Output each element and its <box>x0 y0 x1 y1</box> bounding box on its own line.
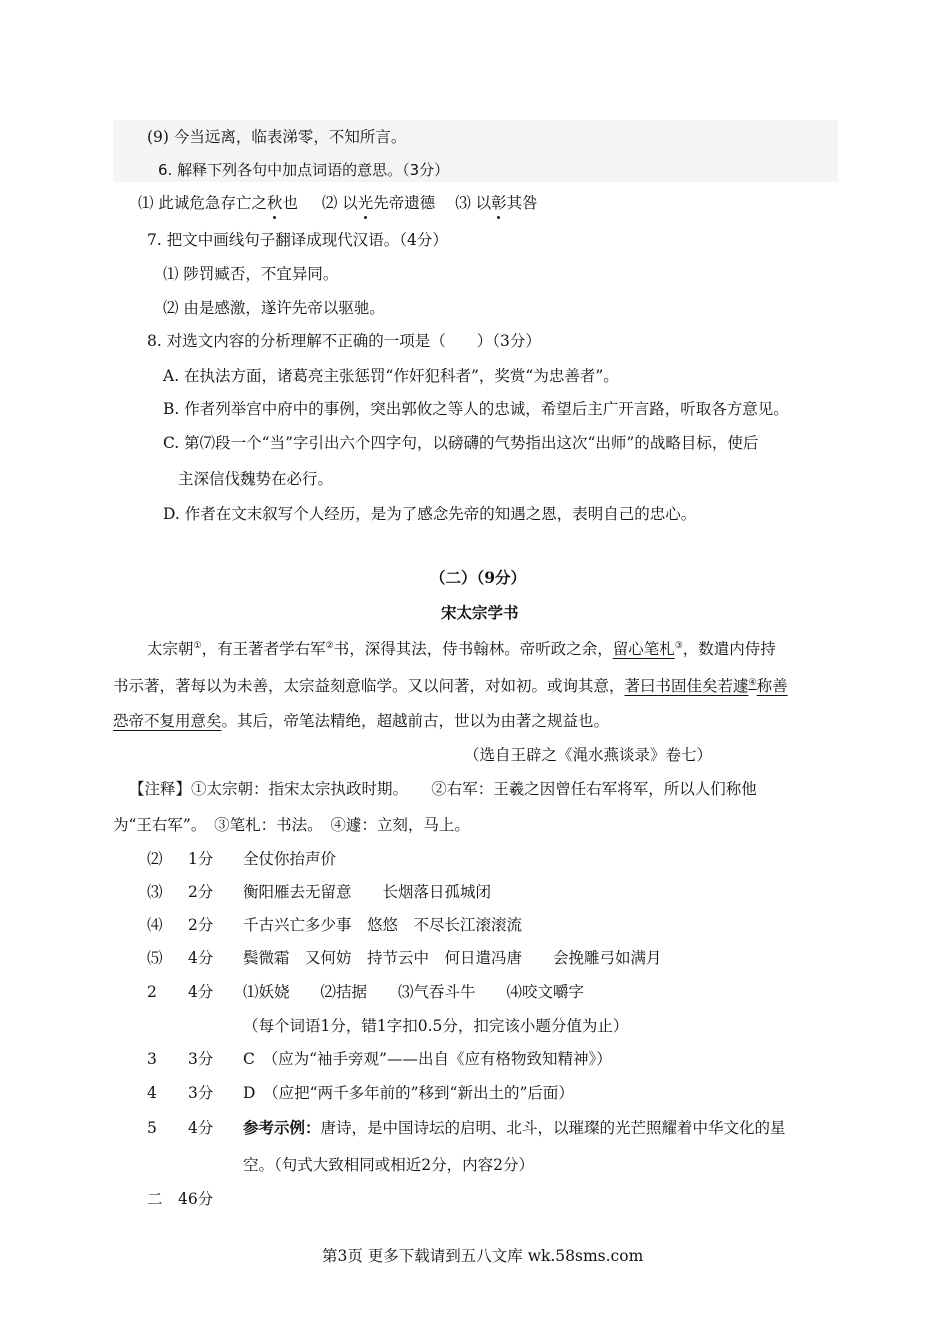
note-mark-3: ③ <box>674 640 683 651</box>
answer-text: 衡阳雁去无留意 长烟落日孤城闭 <box>243 883 492 901</box>
answer-score: 4分 <box>188 983 214 1001</box>
q6-item3-pre: ⑶ 以 <box>455 194 492 212</box>
answer-score: 2分 <box>188 883 214 901</box>
passage-text: 书示著，著每以为未善，太宗益刻意临学。又以问著，对如初。或询其意， <box>113 677 625 695</box>
notes-line-1: 【注释】①太宗朝：指宋太宗执政时期。 ②右军：王羲之因曾任右军将军，所以人们称他 <box>129 780 757 798</box>
answer-score: 3分 <box>188 1050 214 1068</box>
answer-5-line-2: 空。（句式大致相同或相近2分，内容2分） <box>243 1156 534 1174</box>
question-8-option-c-line1: C. 第⑺段一个“当”字引出六个四字句，以磅礴的气势指出这次“出师”的战略目标，使后 <box>163 434 759 452</box>
note-mark-2: ② <box>325 640 334 651</box>
answer-5-line-1 <box>243 1118 786 1138</box>
answer-num: ⑵ <box>147 850 163 868</box>
passage-text: 书，深得其法，侍书翰林。帝听政之余， <box>333 640 613 658</box>
q6-item1-pre: ⑴ 此诚危急存亡之 <box>138 194 267 212</box>
passage-text: ，数遣内侍持 <box>682 640 776 658</box>
answer-score: 3分 <box>188 1084 214 1102</box>
q6-item2-post: 先帝遗德 <box>373 194 436 212</box>
question-6-title: 6. 解释下列各句中加点词语的意思。（3分） <box>158 161 450 179</box>
question-7-item1: ⑴ 陟罚臧否，不宜异同。 <box>163 265 339 283</box>
q6-item2-pre: ⑵ 以 <box>321 194 358 212</box>
answer-num: ⑸ <box>147 949 163 967</box>
q6-item3-dotted: 彰 <box>491 194 507 212</box>
question-8-option-a: A. 在执法方面，诸葛亮主张惩罚“作奸犯科者”，奖赏“为忠善者”。 <box>163 367 619 385</box>
underlined-sentence: 恐帝不复用意矣 <box>113 712 222 730</box>
answer-text: 千古兴亡多少事 悠悠 不尽长江滚滚流 <box>243 916 523 934</box>
underlined-sentence: 称善 <box>756 677 788 695</box>
answer-text: C （应为“袖手旁观”——出自《应有格物致知精神》） <box>243 1050 612 1068</box>
underlined-phrase: 留心笔札 <box>612 640 675 658</box>
question-8-option-b: B. 作者列举宫中府中的事例，突出郭攸之等人的忠诚，希望后主广开言路，听取各方意见。 <box>163 400 789 418</box>
answer-num: 2 <box>147 983 157 1001</box>
q6-item1-post: 也 <box>282 194 298 212</box>
answer-num: 3 <box>147 1050 157 1068</box>
question-8-title: 8. 对选文内容的分析理解不正确的一项是（ ）（3分） <box>147 332 541 350</box>
passage-text: 。其后，帝笔法精绝，超越前古，世以为由著之规益也。 <box>221 712 610 730</box>
passage-text: ，有王著者学右军 <box>201 640 326 658</box>
q6-item3-post: 其咎 <box>506 194 538 212</box>
answer-num: 4 <box>147 1084 157 1102</box>
answer-text: D （应把“两千多年前的”移到“新出土的”后面） <box>243 1084 574 1102</box>
passage-text: 太宗朝 <box>147 640 194 658</box>
note-mark-1: ① <box>193 640 202 651</box>
answer-score: 4分 <box>188 949 214 967</box>
answer-score: 2分 <box>188 916 214 934</box>
question-7-item2: ⑵ 由是感激，遂许先帝以驱驰。 <box>163 299 385 317</box>
answer-note: （每个词语1分，错1字扣0.5分，扣完该小题分值为止） <box>243 1017 629 1035</box>
q6-item1-dotted: 秋 <box>266 194 283 212</box>
answer-text: 鬓微霜 又何妨 持节云中 何日遣冯唐 会挽雕弓如满月 <box>243 949 662 967</box>
passage-source: （选自王辟之《渑水燕谈录》卷七） <box>464 746 713 764</box>
answer-score: 4分 <box>188 1119 214 1137</box>
question-8-option-d: D. 作者在文末叙写个人经历，是为了感念先帝的知遇之恩，表明自己的忠心。 <box>163 505 697 523</box>
answer-score: 1分 <box>188 850 214 868</box>
page-footer: 第3页 更多下载请到五八文库 wk.58sms.com <box>322 1247 644 1265</box>
answer-num: 5 <box>147 1119 157 1137</box>
answer-num: ⑶ <box>147 883 163 901</box>
passage-line-3 <box>113 711 609 731</box>
question-7-title: 7. 把文中画线句子翻译成现代汉语。（4分） <box>147 231 448 249</box>
answer-text: 全仗你抬声价 <box>243 850 337 868</box>
answer-num: ⑷ <box>147 916 163 934</box>
passage-line-1 <box>147 639 776 659</box>
passage-title: 宋太宗学书 <box>441 603 519 622</box>
notes-line-2: 为“王右军”。 ③笔札：书法。 ④遽：立刻，马上。 <box>113 816 470 834</box>
answer-text: ⑴妖娆 ⑵拮据 ⑶气吞斗牛 ⑷咬文嚼字 <box>243 983 585 1001</box>
note-mark-4: ④ <box>748 677 757 688</box>
prev-item-9: (9) 今当远离，临表涕零，不知所言。 <box>147 128 407 146</box>
section-2-heading: （二）（9分） <box>430 568 527 587</box>
reference-label: 参考示例： <box>243 1118 321 1137</box>
question-8-option-c-line2: 主深信伐魏势在必行。 <box>178 470 334 488</box>
underlined-sentence: 著曰书固佳矣若遽 <box>624 677 749 695</box>
passage-line-2 <box>113 676 788 696</box>
part-two-score: 二 46分 <box>147 1190 214 1208</box>
answer-text: 唐诗，是中国诗坛的启明、北斗，以璀璨的光芒照耀着中华文化的星 <box>320 1119 786 1137</box>
q6-item2-dotted: 光 <box>357 194 374 212</box>
question-6-items <box>138 193 538 213</box>
